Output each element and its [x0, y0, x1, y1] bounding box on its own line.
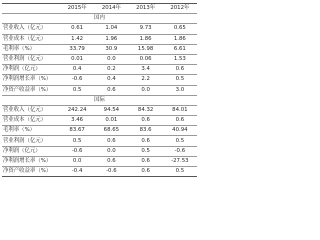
value-cell: 0.6	[94, 85, 128, 95]
table-row	[2, 136, 197, 146]
value-cell: 68.65	[94, 126, 128, 136]
value-cell: 1.86	[163, 34, 197, 44]
row-label: 净利润增长率（%）	[2, 75, 60, 85]
row-label: 营业成本（亿元）	[2, 34, 60, 44]
value-cell: 3.0	[163, 85, 197, 95]
table-row	[2, 105, 197, 115]
value-cell: 1.04	[94, 24, 128, 34]
header-cell: 2012年	[163, 4, 197, 14]
value-cell: 33.79	[60, 44, 94, 54]
value-cell: 3.4	[129, 65, 163, 75]
section-title: 国际	[2, 95, 197, 105]
value-cell: 0.6	[163, 116, 197, 126]
value-cell: 0.01	[94, 116, 128, 126]
value-cell: 0.4	[94, 75, 128, 85]
header-cell: 2013年	[129, 4, 163, 14]
header-cell: 2014年	[94, 4, 128, 14]
value-cell: 84.32	[129, 105, 163, 115]
table-header-row	[2, 4, 197, 14]
value-cell: 40.94	[163, 126, 197, 136]
row-label: 营业利润（亿元）	[2, 136, 60, 146]
row-label: 营业收入（亿元）	[2, 24, 60, 34]
section-row	[2, 14, 197, 24]
table-row	[2, 34, 197, 44]
row-label: 营业收入（亿元）	[2, 105, 60, 115]
row-label: 营业成本（亿元）	[2, 116, 60, 126]
value-cell: 0.5	[129, 146, 163, 156]
value-cell: 0.6	[129, 116, 163, 126]
row-label: 净利润（亿元）	[2, 146, 60, 156]
value-cell: 1.42	[60, 34, 94, 44]
row-label: 净利润（亿元）	[2, 65, 60, 75]
value-cell: 242.24	[60, 105, 94, 115]
value-cell: 0.6	[129, 136, 163, 146]
value-cell: -0.4	[60, 167, 94, 177]
value-cell: 1.53	[163, 54, 197, 64]
value-cell: 0.6	[163, 65, 197, 75]
value-cell: 0.65	[163, 24, 197, 34]
row-label: 毛利率（%）	[2, 44, 60, 54]
section-title: 国内	[2, 14, 197, 24]
value-cell: 0.5	[163, 136, 197, 146]
table-row	[2, 146, 197, 156]
value-cell: 0.0	[94, 54, 128, 64]
table-row	[2, 85, 197, 95]
header-cell	[2, 4, 60, 14]
value-cell: 0.6	[94, 156, 128, 166]
value-cell: 1.96	[94, 34, 128, 44]
table-row	[2, 156, 197, 166]
value-cell: 0.5	[60, 85, 94, 95]
document-page	[0, 0, 199, 175]
section-row	[2, 95, 197, 105]
value-cell: 94.54	[94, 105, 128, 115]
value-cell: 9.73	[129, 24, 163, 34]
value-cell: 0.5	[60, 136, 94, 146]
value-cell: -0.6	[94, 167, 128, 177]
value-cell: 1.86	[129, 34, 163, 44]
value-cell: 0.4	[60, 65, 94, 75]
table-row	[2, 75, 197, 85]
table-row	[2, 54, 197, 64]
value-cell: 84.01	[163, 105, 197, 115]
value-cell: 0.5	[163, 167, 197, 177]
value-cell: 0.6	[129, 156, 163, 166]
value-cell: -27.53	[163, 156, 197, 166]
header-cell: 2015年	[60, 4, 94, 14]
value-cell: 0.2	[94, 65, 128, 75]
row-label: 毛利率（%）	[2, 126, 60, 136]
row-label: 净资产收益率（%）	[2, 85, 60, 95]
row-label: 净利润增长率（%）	[2, 156, 60, 166]
value-cell: 6.61	[163, 44, 197, 54]
value-cell: -0.6	[163, 146, 197, 156]
value-cell: -0.6	[60, 75, 94, 85]
value-cell: 83.67	[60, 126, 94, 136]
row-label: 净资产收益率（%）	[2, 167, 60, 177]
value-cell: 15.98	[129, 44, 163, 54]
value-cell: 0.6	[129, 167, 163, 177]
table-row	[2, 24, 197, 34]
value-cell: 0.5	[163, 75, 197, 85]
value-cell: 3.46	[60, 116, 94, 126]
table-row	[2, 126, 197, 136]
value-cell: 83.6	[129, 126, 163, 136]
value-cell: 0.0	[94, 146, 128, 156]
value-cell: 0.01	[60, 54, 94, 64]
value-cell: 0.06	[129, 54, 163, 64]
value-cell: 0.0	[60, 156, 94, 166]
value-cell: 0.6	[94, 136, 128, 146]
value-cell: 2.2	[129, 75, 163, 85]
table-row	[2, 167, 197, 177]
table-row	[2, 44, 197, 54]
value-cell: -0.6	[60, 146, 94, 156]
financial-data-table	[2, 3, 197, 177]
table-row	[2, 116, 197, 126]
value-cell: 30.9	[94, 44, 128, 54]
row-label: 营业利润（亿元）	[2, 54, 60, 64]
value-cell: 0.0	[129, 85, 163, 95]
value-cell: 0.61	[60, 24, 94, 34]
table-row	[2, 65, 197, 75]
